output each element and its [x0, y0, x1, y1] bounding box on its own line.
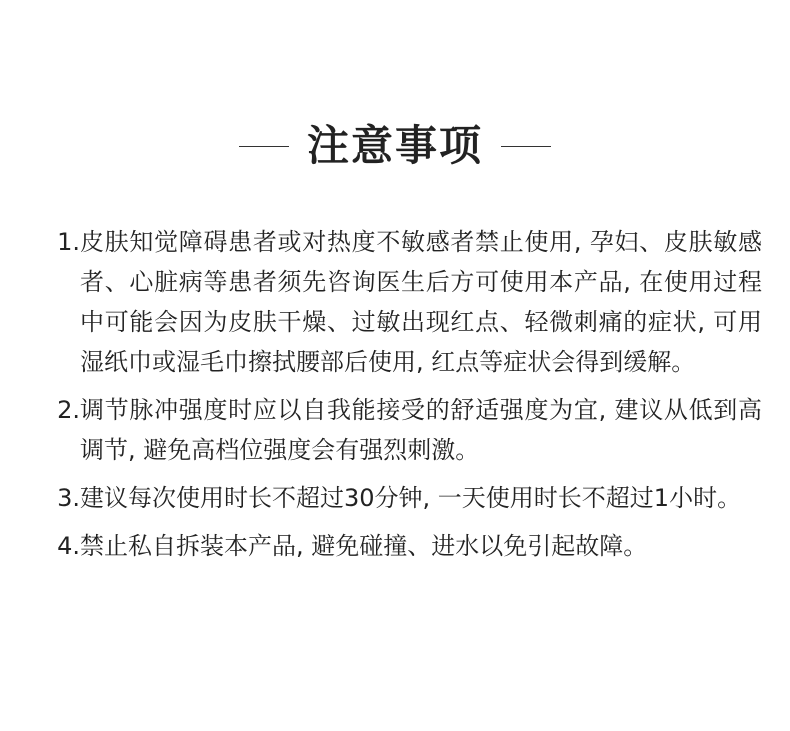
left-divider-line: [239, 146, 289, 147]
precaution-item: [42, 526, 762, 566]
precaution-item: [42, 478, 762, 518]
item-text: 调节脉冲强度时应以自我能接受的舒适强度为宜, 建议从低到高调节, 避免高档位强度会有强烈刺激。: [80, 396, 762, 464]
section-header: [0, 116, 790, 176]
item-number: 4.: [57, 532, 80, 560]
item-number: 3.: [57, 484, 80, 512]
item-text: 建议每次使用时长不超过30分钟, 一天使用时长不超过1小时。: [80, 484, 742, 512]
item-text: 皮肤知觉障碍患者或对热度不敏感者禁止使用, 孕妇、皮肤敏感者、心脏病等患者须先咨询医生后方可使用本产品, 在使用过程中可能会因为皮肤干燥、过敏出现红点、轻微刺痛的症状, 可用湿纸巾或湿毛巾擦拭腰部后使用, 红点等症状会得到缓解。: [80, 228, 762, 376]
precautions-list: [42, 222, 762, 574]
precaution-item: [42, 222, 762, 382]
item-number: 2.: [57, 396, 80, 424]
section-title: 注意事项: [306, 121, 483, 170]
item-text: 禁止私自拆装本产品, 避免碰撞、进水以免引起故障。: [80, 532, 648, 560]
item-number: 1.: [57, 228, 80, 256]
right-divider-line: [501, 146, 551, 147]
precaution-item: [42, 390, 762, 470]
